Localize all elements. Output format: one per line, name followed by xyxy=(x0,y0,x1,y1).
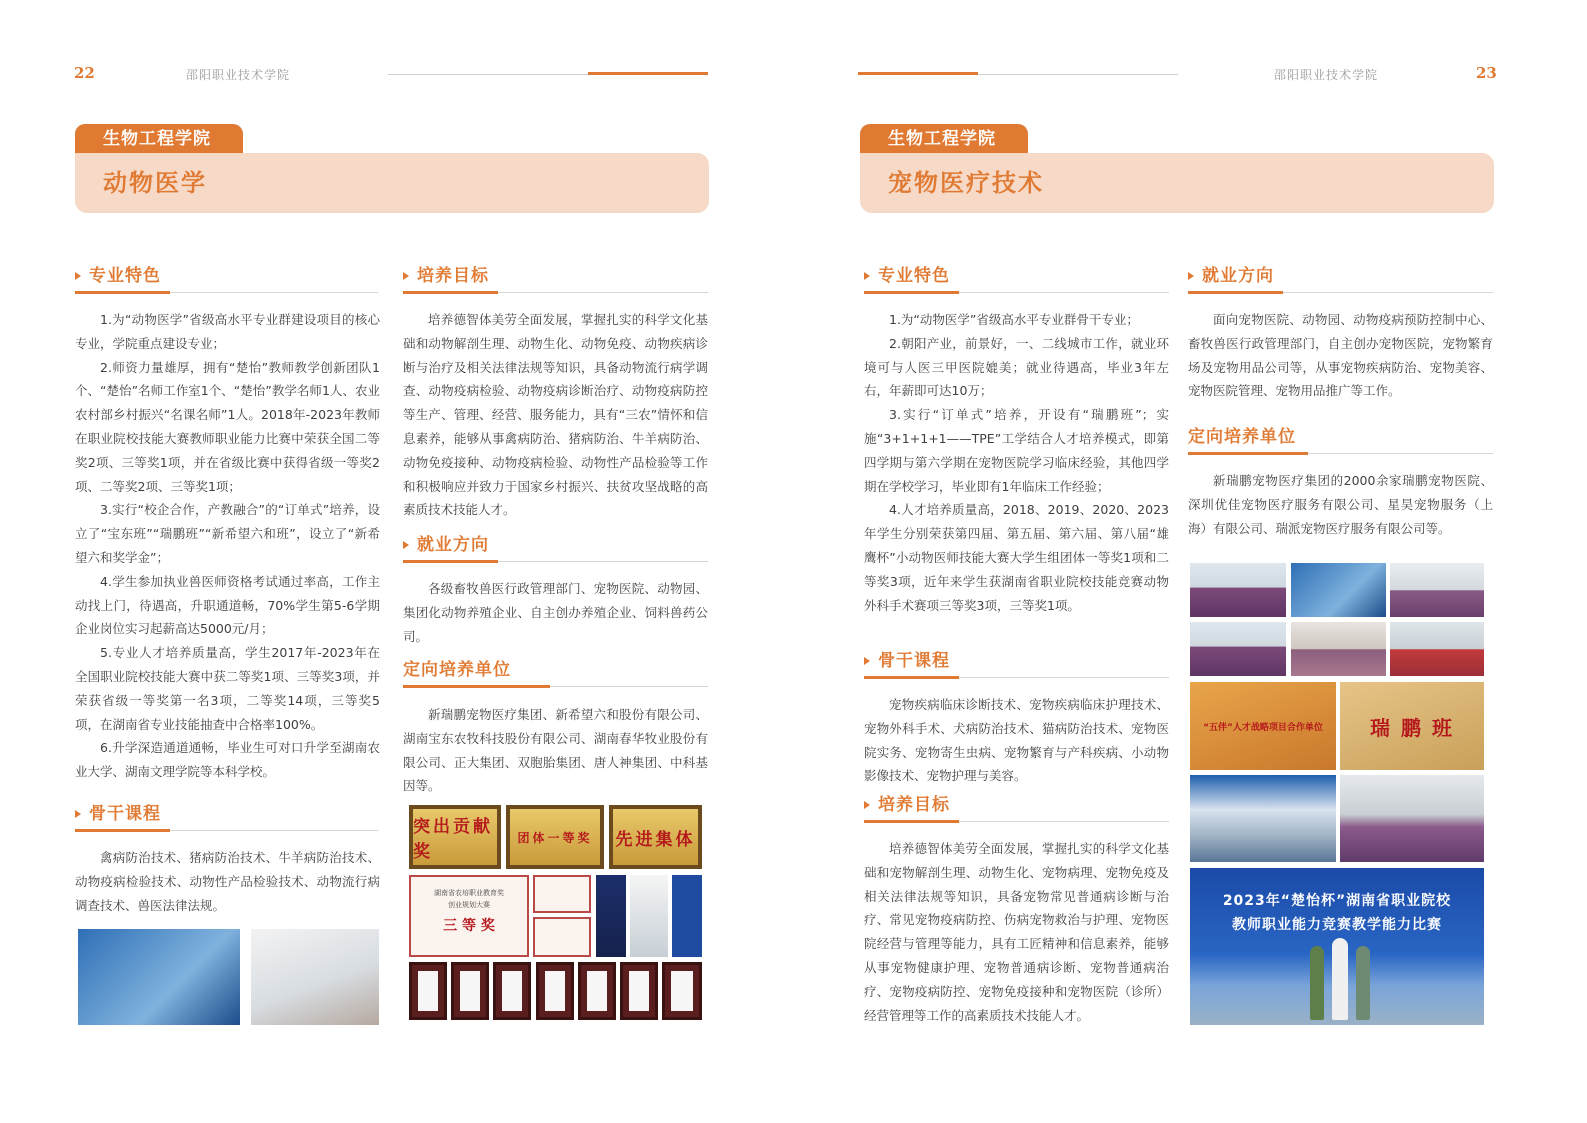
feature-item: 6.升学深造通道通畅，毕业生可对口升学至湖南农业大学、湖南文理学院等本科学校。 xyxy=(75,740,380,780)
surgery-photo xyxy=(78,929,240,1025)
practice-photo xyxy=(1291,622,1386,676)
framed-certificate xyxy=(409,962,447,1020)
left-employment-text: 各级畜牧兽医行政管理部门、宠物医院、动物园、集团化动物养殖企业、自主创办养殖企业、饲料兽药公司。 xyxy=(403,581,708,644)
right-goal-heading: 培养目标 xyxy=(864,793,1169,823)
right-features-text xyxy=(864,308,1169,617)
framed-certificate xyxy=(451,962,489,1020)
feature-item: 4.学生参加执业兽医师资格考试通过率高，工作主动找上门，待遇高，升职通道畅，70%学生第5-6学期企业岗位实习起薪高达5000元/月； xyxy=(75,573,380,637)
feature-item: 4.人才培养质量高，2018、2019、2020、2023年学生分别荣获第四届、第五届、第六届、第八届“雄鹰杯”小动物医师技能大赛大学生组团体一等奖1项和二等奖3项，近年来学生获湖南省职业院校技能竞赛动物外科手术赛项三等奖3项，三等奖1项。 xyxy=(864,502,1169,613)
left-college-tag: 生物工程学院 xyxy=(75,124,243,154)
right-features-heading: 专业特色 xyxy=(864,264,1169,294)
right-school-name: 邵阳职业技术学院 xyxy=(1274,68,1379,82)
feature-item: 3.实行“订单式”培养，开设有“瑞鹏班”；实施“3+1+1+1——TPE”工学结合人才培养模式，即第四学期与第六学期在宠物医院学习临床经验，其他四学期在学校学习，毕业即有1年临床工作经验； xyxy=(864,407,1169,494)
left-school-name: 邵阳职业技术学院 xyxy=(186,68,291,82)
skills-competition-photo xyxy=(1340,775,1484,862)
right-header-rule xyxy=(978,74,1178,75)
award-plaque: 团体一等奖 xyxy=(506,805,604,869)
surgery-photo xyxy=(1291,563,1386,617)
person-figure xyxy=(1356,946,1370,1020)
classroom-photo xyxy=(1190,622,1286,676)
right-header-accent xyxy=(858,72,978,75)
competition-photo: 2023年“楚怡杯”湖南省职业院校 教师职业能力竞赛教学能力比赛 xyxy=(1190,868,1484,1025)
feature-item: 5.专业人才培养质量高，学生2017年-2023年在全国职业院校技能大赛中获二等奖1项、三等奖3项，并荣获省级一等奖第一名3项，二等奖14项，三等奖5项，在湖南省专业技能抽查中合格率100%。 xyxy=(75,645,380,732)
left-goal-heading: 培养目标 xyxy=(403,264,708,294)
feature-item: 1.为“动物医学”省级高水平专业群建设项目的核心专业，学院重点建设专业； xyxy=(75,312,380,351)
trophy-image xyxy=(630,875,668,957)
triangle-icon xyxy=(864,801,870,809)
triangle-icon xyxy=(403,541,409,549)
trophy-image xyxy=(596,875,626,957)
right-employment-text: 面向宠物医院、动物园、动物疫病预防控制中心、畜牧兽医行政管理部门，自主创办宠物医院，宠物繁育场及宠物用品公司等，从事宠物疾病防治、宠物美容、宠物医院管理、宠物用品推广等工作。 xyxy=(1188,312,1493,399)
award-plaque: 先进集体 xyxy=(609,805,702,869)
right-courses-heading: 骨干课程 xyxy=(864,649,1169,679)
triangle-icon xyxy=(864,657,870,665)
training-hall-photo xyxy=(1190,775,1336,862)
left-header-accent xyxy=(588,72,708,75)
left-features-text xyxy=(75,308,380,784)
left-goal-text: 培养德智体美劳全面发展，掌握扎实的科学文化基础和动物解剖生理、动物生化、动物免疫、动物疾病诊断与治疗及相关法律法规等知识，具备动物流行病学调查、动物疫病检验、动物疫病诊断治疗、动物疫病防控等生产、管理、经营、服务能力，具有“三农”情怀和信息素养，能够从事禽病防治、猪病防治、牛羊病防治、动物免疫接种、动物疫病检验、动物性产品检验等工作和积极响应并致力于国家乡村振兴、扶贫攻坚战略的高素质技术技能人才。 xyxy=(403,312,708,518)
left-page-number: 22 xyxy=(74,64,95,82)
framed-certificate xyxy=(536,962,574,1020)
feature-item: 2.师资力量雄厚，拥有“楚怡”教师教学创新团队1个、“楚怡”名师工作室1个、“楚怡”教学名师1人、农业农村部乡村振兴“名课名师”1人。2018年-2023年教师在职业院校技能大赛教师职业能力比赛中荣获全国二等奖2项、三等奖1项，并在省级比赛中获得省级一等奖2项、二等奖2项、三等奖1项； xyxy=(75,359,380,494)
triangle-icon xyxy=(1188,272,1194,280)
left-header-rule xyxy=(388,74,588,75)
right-units-heading: 定向培养单位 xyxy=(1188,425,1493,455)
award-certificate xyxy=(533,917,591,957)
classroom-photo xyxy=(1190,563,1286,617)
person-figure xyxy=(1332,938,1348,1020)
right-courses-text: 宠物疾病临床诊断技术、宠物疾病临床护理技术、宠物外科手术、犬病防治技术、猫病防治技术、宠物医院实务、宠物寄生虫病、宠物繁育与产科疾病、小动物影像技术、宠物护理与美容。 xyxy=(864,697,1169,784)
trophy-image xyxy=(672,875,702,957)
right-goal-text: 培养德智体美劳全面发展，掌握扎实的科学文化基础和宠物解剖生理、动物生化、宠物病理、宠物免疫及相关法律法规等知识，具备宠物常见普通病诊断与治疗、常见宠物疫病防控、伤病宠物救治与护理、宠物医院经营与管理等能力，具有工匠精神和信息素养，能够从事宠物健康护理、宠物普通病诊断、宠物普通病治疗、宠物疫病防控、宠物免疫接种和宠物医院（诊所）经营管理等工作的高素质技术技能人才。 xyxy=(864,841,1169,1023)
right-page-number: 23 xyxy=(1476,64,1497,82)
triangle-icon xyxy=(75,810,81,818)
lab-photo xyxy=(251,929,379,1025)
feature-item: 3.实行“校企合作，产教融合”的“订单式”培养，设立了“宝东班”“瑞鹏班”“新希望六和班”，设立了“新希望六和奖学金”； xyxy=(75,502,380,565)
triangle-icon xyxy=(864,272,870,280)
feature-item: 2.朝阳产业，前景好，一、二线城市工作，就业环境可与人医三甲医院媲美；就业待遇高，毕业3年左右，年薪即可达10万； xyxy=(864,335,1169,399)
triangle-icon xyxy=(75,272,81,280)
right-employment-heading: 就业方向 xyxy=(1188,264,1493,294)
left-features-heading: 专业特色 xyxy=(75,264,378,294)
right-units-text: 新瑞鹏宠物医疗集团的2000余家瑞鹏宠物医院、深圳优佳宠物医疗服务有限公司、星昊宠物服务（上海）有限公司、瑞派宠物医疗服务有限公司等。 xyxy=(1188,473,1493,536)
framed-certificate xyxy=(493,962,531,1020)
framed-certificate xyxy=(620,962,658,1020)
left-units-text: 新瑞鹏宠物医疗集团、新希望六和股份有限公司、湖南宝东农牧科技股份有限公司、湖南春华牧业股份有限公司、正大集团、双胞胎集团、唐人神集团、中科基因等。 xyxy=(403,707,708,794)
left-employment-heading: 就业方向 xyxy=(403,533,708,563)
framed-certificate xyxy=(662,962,702,1020)
left-units-heading: 定向培养单位 xyxy=(403,658,708,688)
left-major-banner: 动物医学 xyxy=(75,153,709,213)
award-certificate: 湖南省农培职业教育奖 创业规划大赛 三 等 奖 xyxy=(409,875,529,957)
framed-certificate xyxy=(578,962,616,1020)
person-figure xyxy=(1310,946,1324,1020)
pet-care-photo xyxy=(1390,622,1484,676)
class-plate: 瑞 鹏 班 xyxy=(1340,682,1484,770)
partner-plate: “五伴”人才战略项目合作单位 xyxy=(1190,682,1336,770)
left-courses-heading: 骨干课程 xyxy=(75,802,378,832)
left-courses-text: 禽病防治技术、猪病防治技术、牛羊病防治技术、动物疫病检验技术、动物性产品检验技术、动物流行病调查技术、兽医法律法规。 xyxy=(75,850,380,913)
triangle-icon xyxy=(403,272,409,280)
award-plaque: 突出贡献奖 xyxy=(409,805,501,869)
classroom-photo xyxy=(1390,563,1484,617)
right-major-banner: 宠物医疗技术 xyxy=(860,153,1494,213)
right-college-tag: 生物工程学院 xyxy=(860,124,1028,154)
award-certificate xyxy=(533,875,591,913)
feature-item: 1.为“动物医学”省级高水平专业群骨干专业； xyxy=(889,312,1139,327)
